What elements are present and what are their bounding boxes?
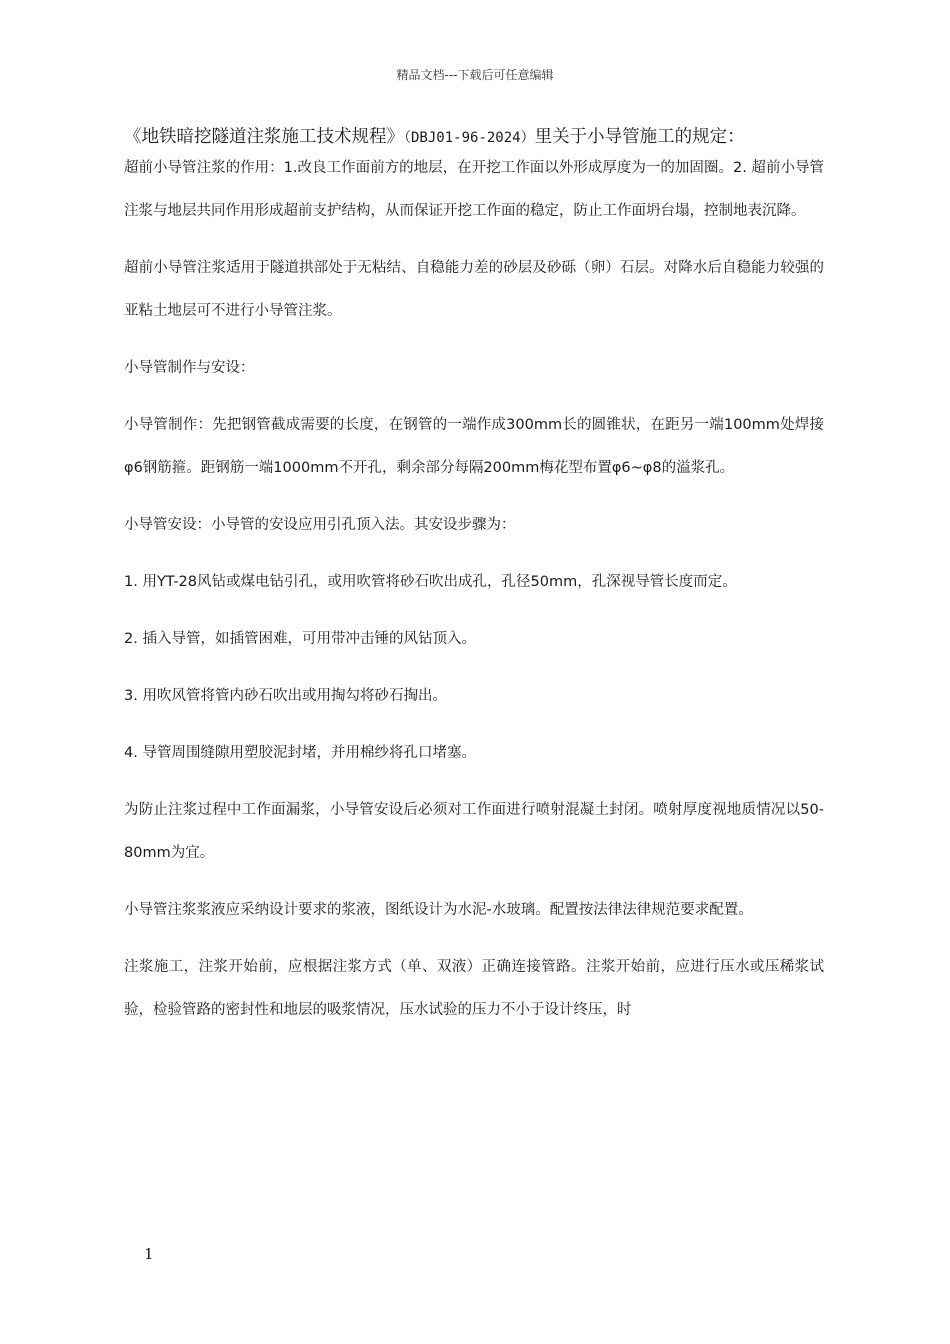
paragraph-installation: 小导管安设：小导管的安设应用引孔顶入法。其安设步骤为： — [124, 517, 516, 533]
title-code: （DBJ01-96-2024） — [404, 130, 535, 146]
paragraph-step-2: 2. 插入导管，如插管困难，可用带冲击锤的风钻顶入。 — [124, 631, 476, 647]
page-header: 精品文档---下载后可任意编辑 — [396, 68, 554, 82]
paragraph-step-3: 3. 用吹风管将管内砂石吹出或用掏勾将砂石掏出。 — [124, 688, 447, 704]
paragraph-fabrication: 小导管制作：先把钢管截成需要的长度，在钢管的一端作成300mm长的圆锥状，在距另一端100mm处焊接φ6钢筋箍。距钢筋一端1000mm不开孔，剩余部分每隔200mm梅花型布置φ6~φ8的溢浆孔。 — [124, 417, 824, 476]
paragraph-step-4: 4. 导管周围缝隙用塑胶泥封堵，并用棉纱将孔口堵塞。 — [124, 745, 476, 761]
paragraph-shotcrete: 为防止注浆过程中工作面漏浆，小导管安设后必须对工作面进行喷射混凝土封闭。喷射厚度视地质情况以50-80mm为宜。 — [124, 802, 824, 861]
document-body — [124, 124, 824, 1046]
title-suffix: 里关于小导管施工的规定： — [534, 127, 745, 147]
page-number: 1 — [144, 1245, 154, 1263]
paragraph-applicability: 超前小导管注浆适用于隧道拱部处于无粘结、自稳能力差的砂层及砂砾（卵）石层。对降水后自稳能力较强的亚粘土地层可不进行小导管注浆。 — [124, 260, 824, 319]
paragraph-grout-mix: 小导管注浆浆液应采纳设计要求的浆液，图纸设计为水泥-水玻璃。配置按法律法律规范要求配置。 — [124, 902, 753, 918]
paragraph-grouting: 注浆施工，注浆开始前，应根据注浆方式（单、双液）正确连接管路。注浆开始前，应进行压水或压稀浆试验，检验管路的密封性和地层的吸浆情况，压水试验的压力不小于设计终压，时 — [124, 959, 824, 1018]
title-prefix: 《地铁暗挖隧道注浆施工技术规程》 — [124, 127, 404, 147]
paragraph-section-heading: 小导管制作与安设： — [124, 360, 255, 376]
paragraph-purpose: 超前小导管注浆的作用：1.改良工作面前方的地层，在开挖工作面以外形成厚度为一的加固圈。2. 超前小导管注浆与地层共同作用形成超前支护结构，从而保证开挖工作面的稳定，防止工作面坍台塌，控制地表沉降。 — [124, 160, 824, 219]
paragraph-step-1: 1. 用YT-28风钻或煤电钻引孔，或用吹管将砂石吹出成孔，孔径50mm，孔深视导管长度而定。 — [124, 574, 737, 590]
